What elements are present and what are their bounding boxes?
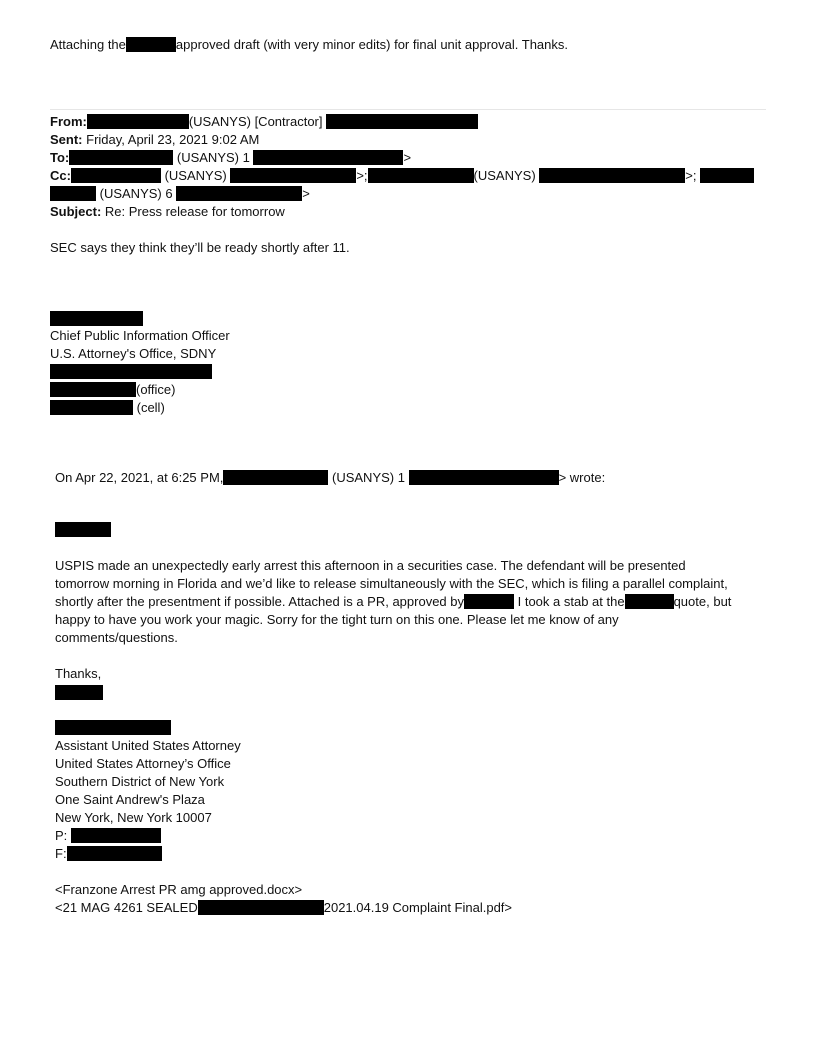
fax-label: F: — [55, 846, 67, 861]
redaction-box — [67, 846, 162, 861]
quoted-body-line3-a: shortly after the presentment if possible. Attached is a PR, approved by — [55, 594, 464, 609]
redaction-box — [625, 594, 674, 609]
quoted-body-line4: happy to have you work your magic. Sorry for the tight turn on this one. Please let me know of any — [55, 612, 619, 627]
quoted-body-line3-b: I took a stab at the — [514, 594, 625, 609]
subject-value: Re: Press release for tomorrow — [104, 204, 285, 219]
redaction-box — [87, 114, 189, 129]
cell-label: (cell) — [133, 400, 165, 415]
cc-label: Cc: — [50, 168, 71, 183]
quoted-greeting-redacted — [55, 521, 111, 539]
attachment-2-prefix: <21 MAG 4261 SEALED — [55, 900, 198, 915]
redaction-box — [55, 720, 171, 735]
separator-line — [50, 109, 766, 110]
signature-org: U.S. Attorney's Office, SDNY — [50, 346, 217, 361]
phone-label: P: — [55, 828, 68, 843]
redaction-box — [368, 168, 474, 183]
header-cc-line2 — [50, 185, 310, 203]
quoted-intro — [55, 469, 605, 487]
redaction-box — [409, 470, 559, 485]
quoted-thanks: Thanks, — [55, 666, 102, 681]
quoted-body-line1: USPIS made an unexpectedly early arrest this afternoon in a securities case. The defendant will be presented — [55, 558, 686, 573]
cc-mid2: (USANYS) — [473, 168, 536, 183]
header-to — [50, 149, 411, 167]
sent-value: Friday, April 23, 2021 9:02 AM — [86, 132, 260, 147]
quoted-intro-suffix: > wrote: — [558, 470, 606, 485]
redaction-box — [50, 364, 212, 379]
to-label: To: — [50, 150, 70, 165]
cc-line2-mid: (USANYS) 6 — [99, 186, 173, 201]
quoted-sig-address1: One Saint Andrew's Plaza — [55, 792, 205, 807]
redaction-box — [55, 685, 103, 700]
attachment-1: <Franzone Arrest PR amg approved.docx> — [55, 882, 303, 897]
quoted-sig-fax — [55, 845, 162, 863]
redaction-box — [50, 400, 133, 415]
attachment-2 — [55, 899, 512, 917]
office-label: (office) — [136, 382, 176, 397]
redaction-box — [50, 382, 136, 397]
cc-sep2: >; — [685, 168, 697, 183]
redaction-box — [55, 522, 111, 537]
signature-address-redacted — [50, 363, 212, 381]
redaction-box — [176, 186, 302, 201]
reply-body: SEC says they think they’ll be ready shortly after 11. — [50, 240, 350, 255]
subject-label: Subject: — [50, 204, 102, 219]
quoted-body-line3-c: quote, but — [673, 594, 732, 609]
redaction-box — [71, 828, 161, 843]
header-cc — [50, 167, 754, 185]
quoted-body-line5: comments/questions. — [55, 630, 178, 645]
redaction-box — [464, 594, 514, 609]
quoted-body-line2: tomorrow morning in Florida and we’d like to release simultaneously with the SEC, which is filing a parallel complaint, — [55, 576, 728, 591]
redaction-box — [50, 311, 143, 326]
redaction-box — [198, 900, 324, 915]
redaction-box — [69, 150, 173, 165]
header-sent — [50, 131, 259, 149]
cc-sep1: >; — [356, 168, 368, 183]
signature-cell-phone — [50, 399, 165, 417]
top-note-suffix: approved draft (with very minor edits) for final unit approval. Thanks. — [175, 37, 568, 52]
redaction-box — [223, 470, 328, 485]
redaction-box — [253, 150, 403, 165]
quoted-sender-redacted — [55, 684, 103, 702]
quoted-sig-office: United States Attorney’s Office — [55, 756, 231, 771]
cc-line2-end: > — [302, 186, 310, 201]
quoted-sig-title: Assistant United States Attorney — [55, 738, 241, 753]
from-label: From: — [50, 114, 87, 129]
from-mid: (USANYS) [Contractor] — [188, 114, 323, 129]
to-end: > — [403, 150, 412, 165]
redaction-box — [71, 168, 161, 183]
redaction-box — [230, 168, 356, 183]
signature-office-phone — [50, 381, 176, 399]
redaction-box — [50, 186, 96, 201]
quoted-sig-name-redacted — [55, 719, 171, 737]
top-note — [50, 36, 568, 54]
signature-title: Chief Public Information Officer — [50, 328, 230, 343]
to-mid: (USANYS) 1 — [176, 150, 250, 165]
top-note-prefix: Attaching the — [50, 37, 126, 52]
quoted-body-line3 — [55, 593, 731, 611]
quoted-intro-prefix: On Apr 22, 2021, at 6:25 PM, — [55, 470, 224, 485]
signature-name-redacted — [50, 310, 143, 328]
header-subject — [50, 203, 285, 221]
quoted-intro-mid: (USANYS) 1 — [328, 470, 409, 485]
quoted-sig-address2: New York, New York 10007 — [55, 810, 212, 825]
redaction-box — [126, 37, 176, 52]
attachment-2-suffix: 2021.04.19 Complaint Final.pdf> — [323, 900, 512, 915]
quoted-sig-district: Southern District of New York — [55, 774, 225, 789]
redaction-box — [326, 114, 478, 129]
header-from — [50, 113, 478, 131]
redaction-box — [700, 168, 754, 183]
cc-mid1: (USANYS) — [164, 168, 227, 183]
quoted-sig-phone — [55, 827, 161, 845]
sent-label: Sent: — [50, 132, 83, 147]
redaction-box — [539, 168, 685, 183]
